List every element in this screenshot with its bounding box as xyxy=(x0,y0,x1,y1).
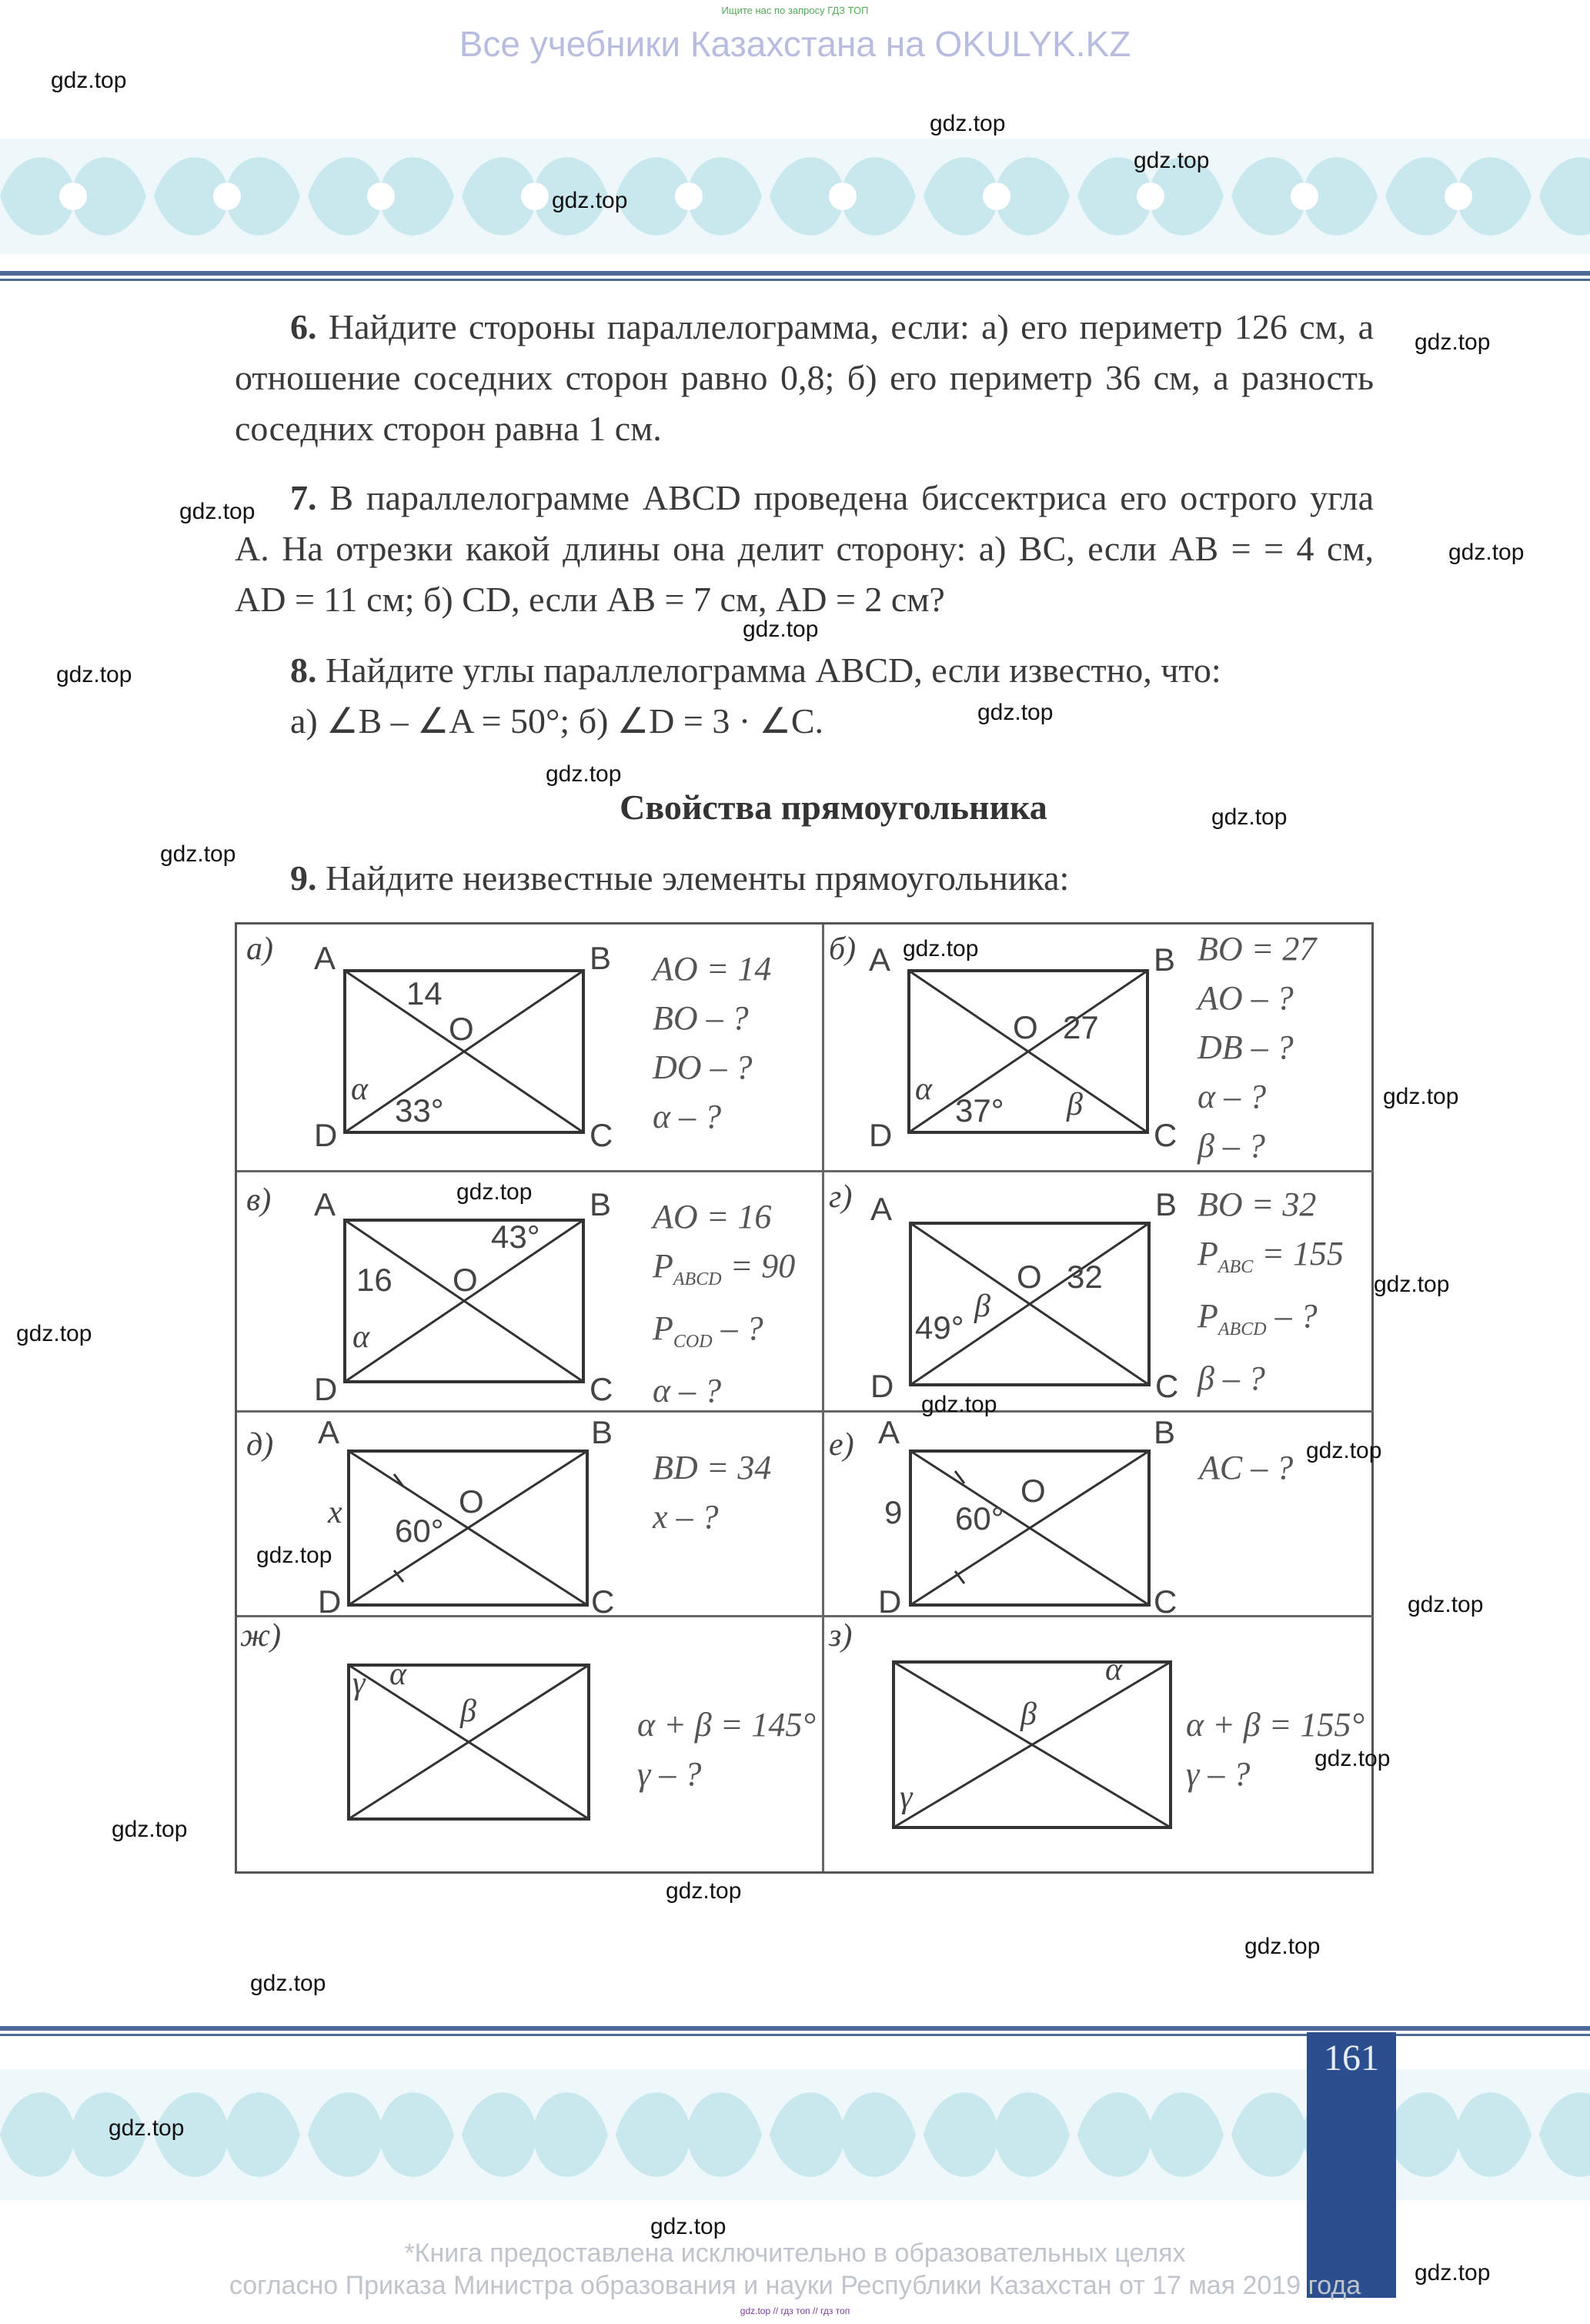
top-ornament-band xyxy=(0,139,1590,254)
cell-g xyxy=(824,1172,1374,1413)
figure-label: γ xyxy=(900,1780,913,1815)
watermark: gdz.top xyxy=(666,1878,742,1904)
figure-label: α xyxy=(389,1657,407,1692)
cell-label: д) xyxy=(246,1427,274,1463)
cell-zh xyxy=(237,1617,824,1871)
vertex-b: B xyxy=(590,1186,612,1222)
section-heading: Свойства прямоугольника xyxy=(620,787,1047,827)
vertex-d: D xyxy=(318,1583,342,1620)
figure-label: 14 xyxy=(406,975,443,1012)
task-9 xyxy=(235,853,1374,904)
watermark: gdz.top xyxy=(179,499,256,524)
cell-z xyxy=(824,1617,1374,1871)
given-list xyxy=(637,1700,816,1799)
watermark: gdz.top xyxy=(56,662,132,687)
watermark: gdz.top xyxy=(552,188,628,213)
footer-line-1: *Книга предоставлена исключительно в образовательных целях xyxy=(404,2239,1186,2268)
figure-label: β xyxy=(1067,1087,1083,1122)
vertex-c: C xyxy=(1155,1368,1179,1404)
cell-label: а) xyxy=(246,931,273,967)
vertex-c: C xyxy=(1154,1583,1177,1620)
watermark: gdz.top xyxy=(250,1971,326,1996)
figure-label: 16 xyxy=(356,1262,392,1298)
cell-label: б) xyxy=(829,931,857,967)
vertex-a: A xyxy=(878,1414,900,1450)
given-item: $P_{ABCD}$ – ? xyxy=(1198,1296,1318,1339)
figure-label: α xyxy=(915,1072,933,1107)
given-item: $P_{ABC} = 155$ xyxy=(1198,1235,1344,1277)
figure-label: 49° xyxy=(915,1309,964,1346)
cell-a xyxy=(237,925,824,1172)
given-list xyxy=(653,1443,771,1542)
center-label: O xyxy=(1017,1259,1042,1295)
given-item: AO = 14 xyxy=(653,950,772,988)
vertex-d: D xyxy=(870,1368,894,1404)
vertex-a: A xyxy=(869,941,891,978)
task-8-line1: Найдите углы параллелограмма ABCD, если известно, что: xyxy=(326,650,1221,690)
top-note: Ищите нас по запросу ГДЗ ТОП xyxy=(721,5,869,16)
vertex-d: D xyxy=(314,1117,338,1153)
figure-label: x xyxy=(328,1495,342,1530)
given-item: x – ? xyxy=(653,1498,719,1536)
given-item: BD = 34 xyxy=(653,1449,772,1486)
vertex-a: A xyxy=(314,1186,336,1222)
given-item: $P_{COD}$ – ? xyxy=(653,1309,763,1352)
given-item: DO – ? xyxy=(653,1048,753,1086)
center-label: O xyxy=(1020,1473,1046,1509)
task-6 xyxy=(235,302,1374,454)
watermark: gdz.top xyxy=(1415,2260,1491,2286)
site-title: Все учебники Казахстана на OKULYK.KZ xyxy=(459,24,1131,64)
given-list xyxy=(653,945,771,1142)
watermark: gdz.top xyxy=(1134,148,1210,173)
figure-label: β xyxy=(1020,1697,1037,1732)
vertex-c: C xyxy=(591,1583,615,1620)
watermark: gdz.top xyxy=(1244,1934,1321,1959)
watermark: gdz.top xyxy=(546,761,622,787)
center-label: O xyxy=(453,1262,478,1298)
watermark: gdz.top xyxy=(930,111,1006,136)
given-item: α + β = 145° xyxy=(637,1706,816,1744)
figure-label: 37° xyxy=(955,1092,1004,1129)
cell-label: ж) xyxy=(240,1618,282,1654)
watermark: gdz.top xyxy=(903,936,979,961)
vertex-c: C xyxy=(590,1371,613,1407)
watermark: gdz.top xyxy=(51,68,127,93)
figure-label: β xyxy=(460,1694,476,1729)
cell-label: в) xyxy=(246,1182,272,1218)
given-item: BO – ? xyxy=(653,999,749,1037)
figure-label: γ xyxy=(352,1666,366,1701)
vertex-b: B xyxy=(1155,1186,1177,1222)
given-item: α – ? xyxy=(653,1098,722,1135)
rectangle-problems-table xyxy=(235,922,1374,1874)
vertex-d: D xyxy=(878,1583,902,1620)
task-6-number: 6. xyxy=(290,307,317,346)
figure-label: α xyxy=(351,1072,369,1107)
vertex-b: B xyxy=(1154,1414,1176,1450)
given-item: γ – ? xyxy=(1186,1755,1251,1793)
vertex-b: B xyxy=(591,1414,613,1450)
page-number: 161 xyxy=(1324,2038,1379,2078)
task-7-text: В параллелограмме ABCD проведена биссектриса его острого угла A. На отрезки какой длины она делит сторону: а) BC, если AB = = 4 см, AD = 11 см; б) CD, если AB = 7 см, AD = 2 см? xyxy=(235,478,1374,619)
given-item: α + β = 155° xyxy=(1186,1706,1365,1744)
watermark: gdz.top xyxy=(256,1543,332,1568)
watermark: gdz.top xyxy=(16,1321,92,1346)
given-item: α – ? xyxy=(653,1371,722,1409)
task-9-number: 9. xyxy=(290,858,317,898)
watermark: gdz.top xyxy=(1383,1084,1459,1109)
cell-d xyxy=(237,1413,824,1620)
figure-label: 60° xyxy=(955,1500,1004,1537)
watermark: gdz.top xyxy=(456,1179,533,1205)
figure-label: 9 xyxy=(884,1494,903,1530)
top-rule xyxy=(0,271,1590,276)
given-item: AO – ? xyxy=(1198,979,1294,1017)
figure-label: 32 xyxy=(1067,1259,1103,1295)
bottom-rule xyxy=(0,2026,1590,2031)
vertex-d: D xyxy=(314,1371,338,1407)
task-9-text: Найдите неизвестные элементы прямоугольника: xyxy=(326,858,1070,898)
given-list xyxy=(653,1192,795,1416)
vertex-d: D xyxy=(869,1117,893,1153)
vertex-c: C xyxy=(1154,1117,1177,1153)
watermark: gdz.top xyxy=(921,1392,997,1417)
given-list xyxy=(1198,1180,1344,1403)
figure-label: α xyxy=(1105,1652,1123,1687)
watermark: gdz.top xyxy=(977,700,1054,725)
task-8-line2: а) ∠B – ∠A = 50°; б) ∠D = 3 · ∠C. xyxy=(290,701,824,741)
given-item: BO = 27 xyxy=(1198,930,1317,968)
watermark: gdz.top xyxy=(1211,804,1288,830)
figure-label: 60° xyxy=(395,1513,444,1549)
watermark: gdz.top xyxy=(1415,329,1491,355)
given-item: γ – ? xyxy=(637,1755,702,1793)
cell-label: з) xyxy=(829,1618,853,1654)
cell-label: е) xyxy=(829,1427,854,1463)
vertex-c: C xyxy=(590,1117,613,1153)
top-rule-thin xyxy=(0,279,1590,281)
figure-label: 43° xyxy=(491,1219,540,1255)
watermark: gdz.top xyxy=(1314,1746,1391,1771)
figure-label: 33° xyxy=(395,1092,444,1129)
watermark: gdz.top xyxy=(160,841,236,867)
cell-label: г) xyxy=(829,1179,853,1215)
center-label: O xyxy=(1013,1009,1038,1045)
footer-tiny: gdz.top // гдз топ // гдз топ xyxy=(740,2306,850,2316)
vertex-b: B xyxy=(590,940,612,976)
task-7-number: 7. xyxy=(290,478,317,517)
given-list xyxy=(1199,1443,1293,1493)
given-item: β – ? xyxy=(1198,1359,1265,1397)
vertex-a: A xyxy=(314,940,336,976)
center-label: O xyxy=(449,1011,474,1047)
task-7 xyxy=(235,473,1374,625)
given-item: DB – ? xyxy=(1198,1028,1294,1066)
task-8 xyxy=(235,645,1374,747)
vertex-a: A xyxy=(870,1191,893,1227)
task-8-number: 8. xyxy=(290,650,317,690)
given-item: α – ? xyxy=(1198,1078,1267,1115)
watermark: gdz.top xyxy=(1374,1272,1450,1297)
watermark: gdz.top xyxy=(650,2214,727,2239)
watermark: gdz.top xyxy=(1448,540,1525,565)
given-item: β – ? xyxy=(1198,1127,1265,1165)
watermark: gdz.top xyxy=(112,1817,188,1842)
given-item: $P_{ABCD} = 90$ xyxy=(653,1247,796,1289)
given-item: AC – ? xyxy=(1199,1449,1294,1486)
vertex-a: A xyxy=(318,1414,340,1450)
figure-label: α xyxy=(352,1319,370,1355)
given-item: AO = 16 xyxy=(653,1198,772,1236)
cell-e xyxy=(824,1413,1374,1620)
vertex-b: B xyxy=(1154,941,1176,978)
given-list xyxy=(1198,925,1316,1171)
watermark: gdz.top xyxy=(1306,1438,1382,1463)
cell-v xyxy=(237,1172,824,1413)
watermark: gdz.top xyxy=(109,2115,185,2141)
watermark: gdz.top xyxy=(1408,1592,1484,1617)
figure-label: β xyxy=(974,1289,990,1324)
watermark: gdz.top xyxy=(743,617,819,642)
given-item: BO = 32 xyxy=(1198,1185,1317,1223)
footer-line-2: согласно Приказа Министра образования и науки Республики Казахстан от 17 мая 2019 года xyxy=(229,2271,1361,2300)
figure-label: 27 xyxy=(1063,1009,1099,1045)
task-6-text: Найдите стороны параллелограмма, если: а) его периметр 126 см, а отношение соседних сторон равно 0,8; б) его периметр 36 см, а разность соседних сторон равна 1 см. xyxy=(235,307,1375,448)
center-label: O xyxy=(459,1483,484,1520)
